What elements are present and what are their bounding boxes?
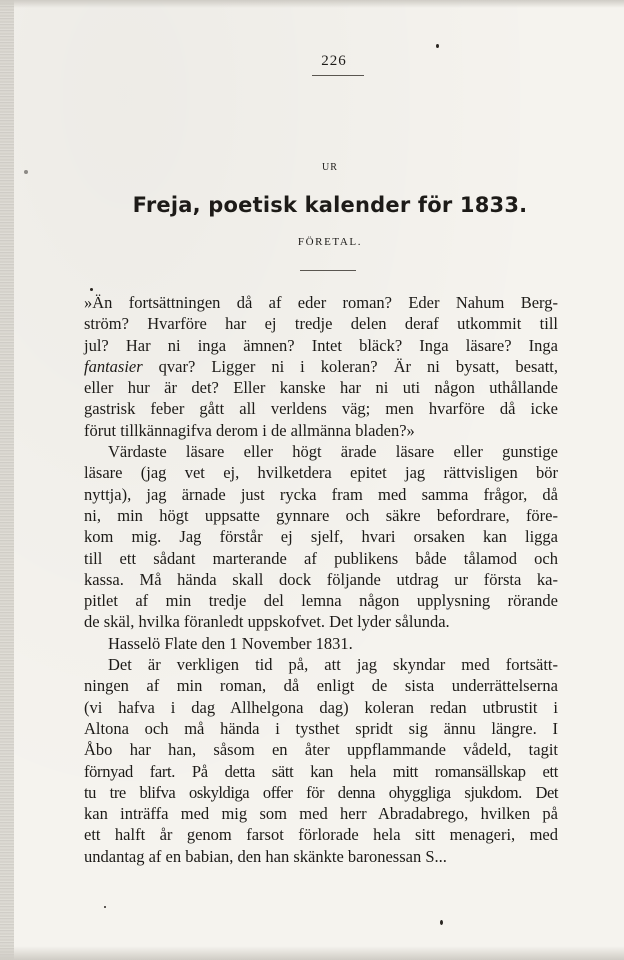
text-line: läsare (jag vet ej, hvilketdera epitet jag rättvisligen bör: [84, 463, 558, 483]
text-line: (vi hafva i dag Allhelgona dag) koleran redan utbrustit i: [84, 697, 558, 717]
section-title: Freja, poetisk kalender för 1833.: [132, 193, 528, 217]
text-line: ni, min högt uppsatte gynnare och säkre befordrare, före-: [84, 505, 558, 525]
text-line: kassa. Må hända skall dock följande utdrag ur första ka-: [84, 569, 558, 589]
text-line: ningen af min roman, då enligt de sista underrättelserna: [84, 676, 558, 696]
text-line: de skäl, hvilka föranledt uppskofvet. Det lyder sålunda.: [84, 612, 450, 632]
page-number: 226: [321, 53, 347, 69]
text-line: Åbo har han, såsom en åter uppflammande vådeld, tagit: [84, 740, 558, 760]
subtitle-rule: [300, 270, 356, 271]
ink-speck: [436, 44, 439, 48]
text-line: »Än fortsättningen då af eder roman? Eder Nahum Berg-: [84, 293, 558, 312]
page-bottom-edge: [0, 946, 624, 960]
text-line-with-italic: fantasier qvar? Ligger ni i koleran? Är ni bysatt, besatt,: [84, 356, 558, 376]
page-top-edge: [0, 0, 624, 8]
text-line: undantag af en babian, den han skänkte baronessan S...: [84, 846, 447, 866]
text-line: förnyad fart. På detta sätt kan hela mitt romansällskap ett: [84, 761, 558, 781]
ink-speck: [440, 920, 443, 925]
text-line: pitlet af min tredje del lemna någon upplysning rörande: [84, 591, 558, 611]
text-line: till ett sådant marterande af publikens både tålamod och: [84, 548, 558, 568]
text-line: kom mig. Jag förstår ej sjelf, hvari orsaken kan ligga: [84, 527, 558, 547]
text-line: tu tre blifva oskyldiga offer för denna ohyggliga sjukdom. Det: [84, 782, 558, 802]
ink-speck: [90, 288, 93, 291]
text-line: ett halft år genom farsot förlorade hela sitt menageri, med: [84, 825, 558, 845]
page-binding-edge: [0, 0, 14, 960]
text-line: Det är verkligen tid på, att jag skyndar med fortsätt-: [108, 655, 558, 675]
ink-speck: [104, 906, 106, 908]
text-line: nyttja), jag ärnade just rycka fram med samma frågor, då: [84, 484, 558, 504]
section-subtitle: FÖRETAL.: [297, 236, 363, 248]
page-number-rule: [312, 75, 364, 76]
section-prefix: UR: [322, 162, 338, 173]
text-line: eller hur är det? Eller kanske har ni uti någon uthållande: [84, 378, 558, 398]
text-line-dateline: Hasselö Flate den 1 November 1831.: [108, 633, 353, 653]
ink-speck: [24, 170, 28, 174]
italic-word: fantasier: [84, 356, 143, 376]
text-line: förut tillkännagifva derom i de allmänna bladen?»: [84, 420, 415, 440]
text-line: gastrisk feber gått all verldens väg; men hvarföre då icke: [84, 399, 558, 419]
text-line: Altona och må hända i tysthet spridt sig ännu längre. I: [84, 718, 558, 738]
text-line: ström? Hvarföre har ej tredje delen deraf utkommit till: [84, 314, 558, 334]
text-line: Värdaste läsare eller högt ärade läsare eller gunstige: [108, 442, 558, 462]
text-line: kan inträffa med mig som med herr Abradabrego, hvilken på: [84, 804, 558, 824]
body-text: [84, 292, 558, 867]
text-line: jul? Har ni inga ämnen? Intet bläck? Inga läsare? Inga: [84, 335, 558, 355]
